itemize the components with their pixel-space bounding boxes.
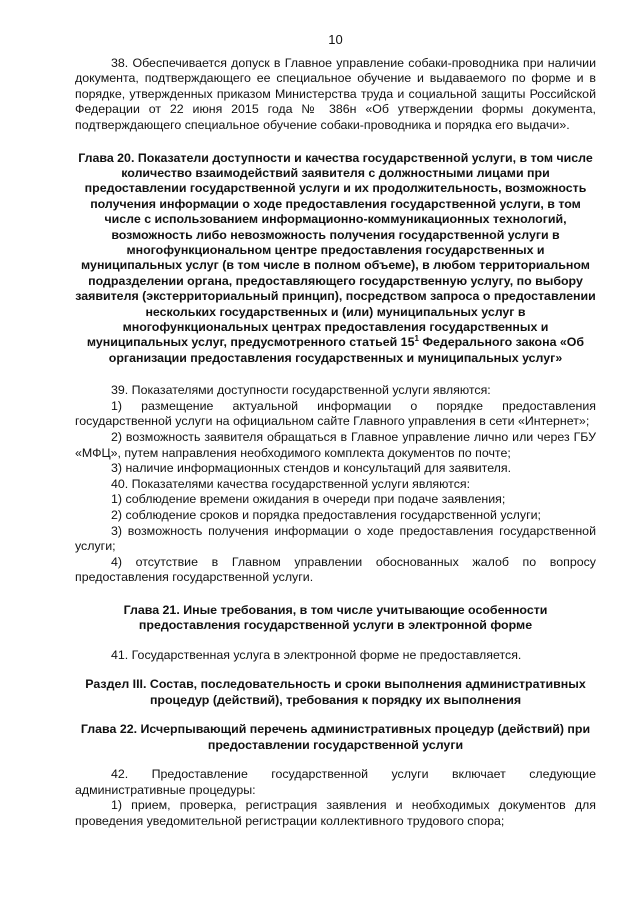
chapter-22-heading: Глава 22. Исчерпывающий перечень административных процедур (действий) при предоставлении государственной услуги: [80, 722, 591, 752]
paragraph-40-item-4: 4) отсутствие в Главном управлении обоснованных жалоб по вопросу предоставления государственной услуги.: [75, 554, 596, 585]
paragraph-40-item-1: 1) соблюдение времени ожидания в очереди при подаче заявления;: [111, 492, 506, 507]
paragraph-39-item-3: 3) наличие информационных стендов и консультаций для заявителя.: [111, 461, 512, 476]
section-3-heading: Раздел III. Состав, последовательность и сроки выполнения административных процедур (действий), требования к порядку их выполнения: [85, 677, 586, 707]
article-superscript: 1: [414, 334, 419, 344]
paragraph-39-item-1: 1) размещение актуальной информации о порядке предоставления государственной услуги на официальном сайте Главного управления в сети «Интернет»;: [75, 398, 596, 429]
paragraph-39: 39. Показателями доступности государственной услуги являются:: [111, 383, 491, 398]
chapter-20-heading-lead: Глава 20. Показатели доступности и качества государственной услуги, в том числе количество взаимодействий заявителя с должностными лицами при предоставлении государственной услуги и их продолжительность, возможность получения информации о ходе предоставления государственной услуги, в том числе с использованием информационно-коммуникационных технологий, возможность либо невозможность получения государственной услуги в многофункциональном центре предоставления государственных и муниципальных услуг (в том числе в полном объеме), в любом территориальном подразделении органа, предоставляющего государственную услугу, по выбору заявителя (экстерриториальный принцип), посредством запроса о предоставлении нескольких государственных и (или) муниципальных услуг в многофункциональных центрах предоставления государственных и муниципальных услуг, предусмотренного статьей 15: [75, 150, 596, 350]
chapter-20-heading-tail: Федерального закона «Об организации предоставления государственных и муниципальных услуг»: [108, 335, 585, 365]
paragraph-40-item-3: 3) возможность получения информации о ходе предоставления государственной услуги;: [75, 523, 596, 554]
paragraph-42-item-1: 1) прием, проверка, регистрация заявления и необходимых документов для проведения уведомительной регистрации коллективного трудового спора;: [75, 798, 596, 828]
paragraph-40-item-2: 2) соблюдение сроков и порядка предоставления государственной услуги;: [111, 508, 541, 522]
paragraph-40: 40. Показателями качества государственной услуги являются:: [111, 476, 471, 491]
page-number: 10: [328, 32, 343, 47]
paragraph-41: 41. Государственная услуга в электронной форме не предоставляется.: [111, 647, 522, 662]
chapter-21-heading: Глава 21. Иные требования, в том числе учитывающие особенности предоставления государственной услуги в электронной форме: [123, 602, 548, 633]
paragraph-38: 38. Обеспечивается допуск в Главное управление собаки-проводника при наличии документа, подтверждающего ее специальное обучение и выдаваемого по форме и в порядке, утвержденных приказом Министерства труда и социальной защиты Российской Федерации от 22 июня 2015 года № 386н «Об утверждении формы документа, подтверждающего специальное обучение собаки-проводника и порядка его выдачи».: [75, 55, 596, 132]
chapter-20-heading: [75, 151, 596, 367]
paragraph-39-item-2: 2) возможность заявителя обращаться в Главное управление лично или через ГБУ «МФЦ», путем направления необходимого комплекта документов по почте;: [75, 430, 596, 460]
paragraph-42: 42. Предоставление государственной услуги включает следующие административные процедуры:: [75, 767, 596, 797]
